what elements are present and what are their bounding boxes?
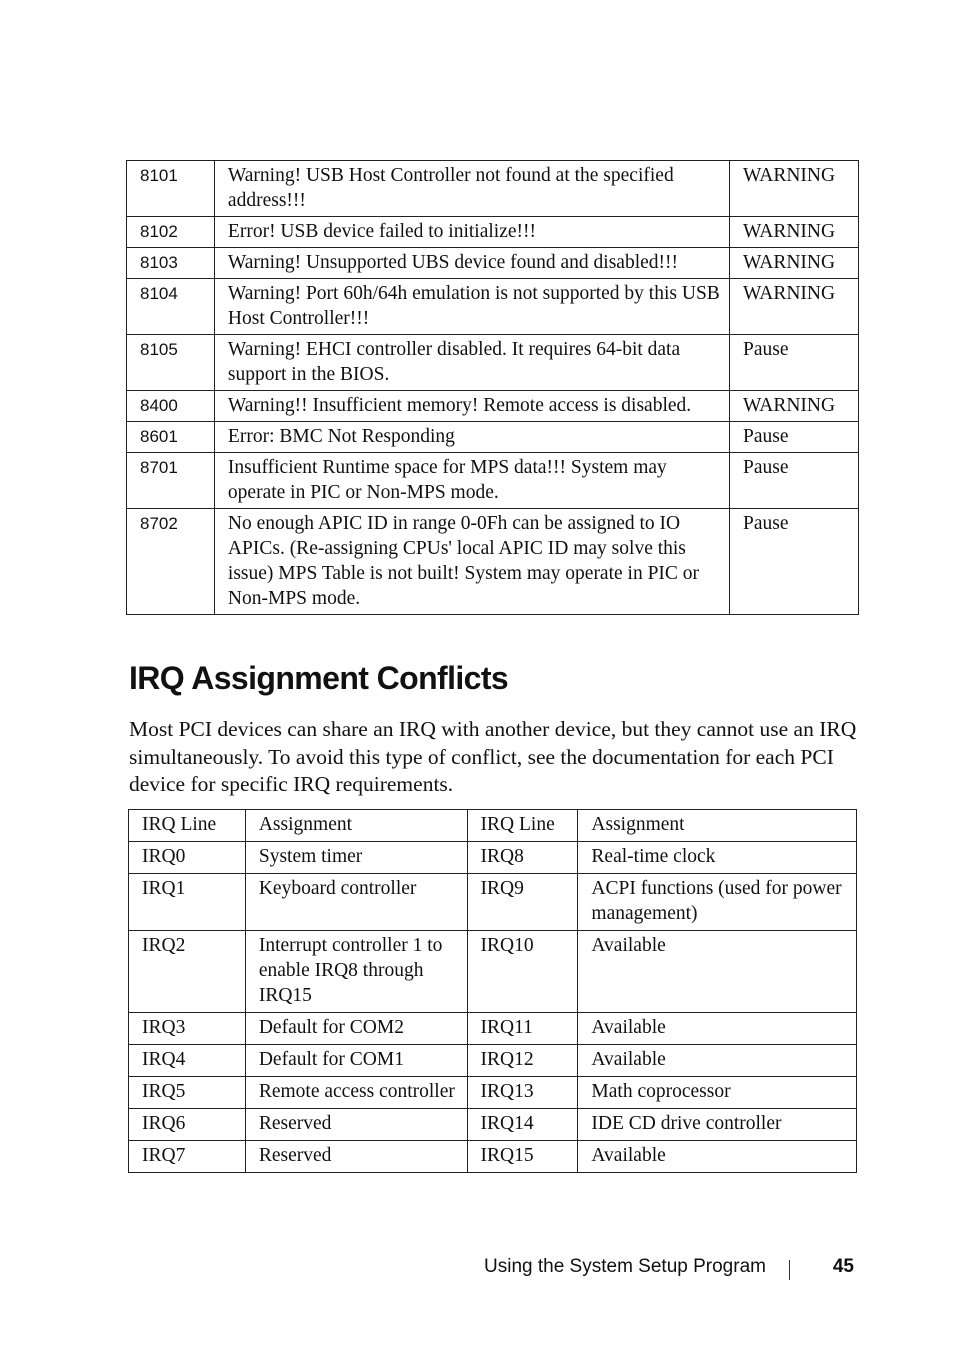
table-row xyxy=(129,1077,857,1109)
irq-assignment: Reserved xyxy=(245,1109,467,1141)
error-action: Pause xyxy=(730,335,859,391)
error-action: Pause xyxy=(730,453,859,509)
irq-assignment: ACPI functions (used for power management) xyxy=(578,874,857,931)
irq-assignment: Default for COM2 xyxy=(245,1013,467,1045)
irq-assignment: Remote access controller xyxy=(245,1077,467,1109)
table-row xyxy=(129,1045,857,1077)
irq-assignment: Keyboard controller xyxy=(245,874,467,931)
irq-assignment: IDE CD drive controller xyxy=(578,1109,857,1141)
error-code: 8104 xyxy=(127,279,215,335)
table-row xyxy=(127,248,859,279)
error-action: WARNING xyxy=(730,161,859,217)
table-row xyxy=(127,279,859,335)
error-action: WARNING xyxy=(730,217,859,248)
column-header: Assignment xyxy=(578,810,857,842)
error-code: 8400 xyxy=(127,391,215,422)
irq-line: IRQ4 xyxy=(129,1045,246,1077)
irq-line: IRQ2 xyxy=(129,931,246,1013)
table-row xyxy=(129,874,857,931)
error-action: Pause xyxy=(730,509,859,615)
irq-line: IRQ0 xyxy=(129,842,246,874)
error-message: Error! USB device failed to initialize!!! xyxy=(214,217,729,248)
footer-chapter-title: Using the System Setup Program xyxy=(484,1256,766,1277)
error-action: WARNING xyxy=(730,279,859,335)
error-message: Warning! Unsupported UBS device found and disabled!!! xyxy=(214,248,729,279)
intro-paragraph: Most PCI devices can share an IRQ with another device, but they cannot use an IRQ simultaneously. To avoid this type of conflict, see the documentation for each PCI device for specific IRQ requirements. xyxy=(129,717,857,796)
irq-assignment: Reserved xyxy=(245,1141,467,1173)
error-code: 8701 xyxy=(127,453,215,509)
irq-assignment-table xyxy=(128,809,857,1173)
table-row xyxy=(127,509,859,615)
error-code: 8702 xyxy=(127,509,215,615)
error-code: 8101 xyxy=(127,161,215,217)
error-message: Warning!! Insufficient memory! Remote access is disabled. xyxy=(214,391,729,422)
irq-line: IRQ3 xyxy=(129,1013,246,1045)
irq-assignment: Available xyxy=(578,1013,857,1045)
table-row xyxy=(129,931,857,1013)
error-code: 8105 xyxy=(127,335,215,391)
column-header: IRQ Line xyxy=(129,810,246,842)
footer-divider xyxy=(789,1260,790,1280)
error-code: 8601 xyxy=(127,422,215,453)
irq-line: IRQ13 xyxy=(467,1077,578,1109)
irq-line: IRQ10 xyxy=(467,931,578,1013)
table-row xyxy=(129,842,857,874)
table-row xyxy=(127,161,859,217)
error-message: Warning! Port 60h/64h emulation is not supported by this USB Host Controller!!! xyxy=(214,279,729,335)
irq-assignment: Default for COM1 xyxy=(245,1045,467,1077)
irq-line: IRQ6 xyxy=(129,1109,246,1141)
table-row xyxy=(129,1013,857,1045)
table-row xyxy=(129,1141,857,1173)
irq-line: IRQ8 xyxy=(467,842,578,874)
irq-line: IRQ7 xyxy=(129,1141,246,1173)
error-code: 8102 xyxy=(127,217,215,248)
irq-assignment: Math coprocessor xyxy=(578,1077,857,1109)
table-row xyxy=(127,391,859,422)
irq-line: IRQ11 xyxy=(467,1013,578,1045)
error-action: WARNING xyxy=(730,248,859,279)
irq-assignment: Interrupt controller 1 to enable IRQ8 through IRQ15 xyxy=(245,931,467,1013)
irq-assignment: System timer xyxy=(245,842,467,874)
column-header: IRQ Line xyxy=(467,810,578,842)
table-header-row xyxy=(129,810,857,842)
table-row xyxy=(127,453,859,509)
irq-assignment: Available xyxy=(578,1045,857,1077)
error-message: Warning! USB Host Controller not found at the specified address!!! xyxy=(214,161,729,217)
column-header: Assignment xyxy=(245,810,467,842)
irq-line: IRQ15 xyxy=(467,1141,578,1173)
error-message: Warning! EHCI controller disabled. It requires 64-bit data support in the BIOS. xyxy=(214,335,729,391)
error-code: 8103 xyxy=(127,248,215,279)
irq-line: IRQ1 xyxy=(129,874,246,931)
irq-assignment: Available xyxy=(578,931,857,1013)
error-message: Error: BMC Not Responding xyxy=(214,422,729,453)
error-message: Insufficient Runtime space for MPS data!!! System may operate in PIC or Non-MPS mode. xyxy=(214,453,729,509)
error-action: WARNING xyxy=(730,391,859,422)
table-row xyxy=(127,422,859,453)
irq-line: IRQ14 xyxy=(467,1109,578,1141)
table-row xyxy=(127,335,859,391)
error-action: Pause xyxy=(730,422,859,453)
table-row xyxy=(127,217,859,248)
table-row xyxy=(129,1109,857,1141)
page-number: 45 xyxy=(832,1256,854,1277)
irq-assignment: Available xyxy=(578,1141,857,1173)
error-codes-table xyxy=(126,160,859,615)
irq-line: IRQ12 xyxy=(467,1045,578,1077)
irq-line: IRQ5 xyxy=(129,1077,246,1109)
page-footer xyxy=(484,1254,854,1282)
irq-line: IRQ9 xyxy=(467,874,578,931)
irq-assignment: Real-time clock xyxy=(578,842,857,874)
section-heading: IRQ Assignment Conflicts xyxy=(129,660,509,696)
error-message: No enough APIC ID in range 0-0Fh can be assigned to IO APICs. (Re-assigning CPUs' local APIC ID may solve this issue) MPS Table is not built! System may operate in PIC or Non-MPS mode. xyxy=(214,509,729,615)
